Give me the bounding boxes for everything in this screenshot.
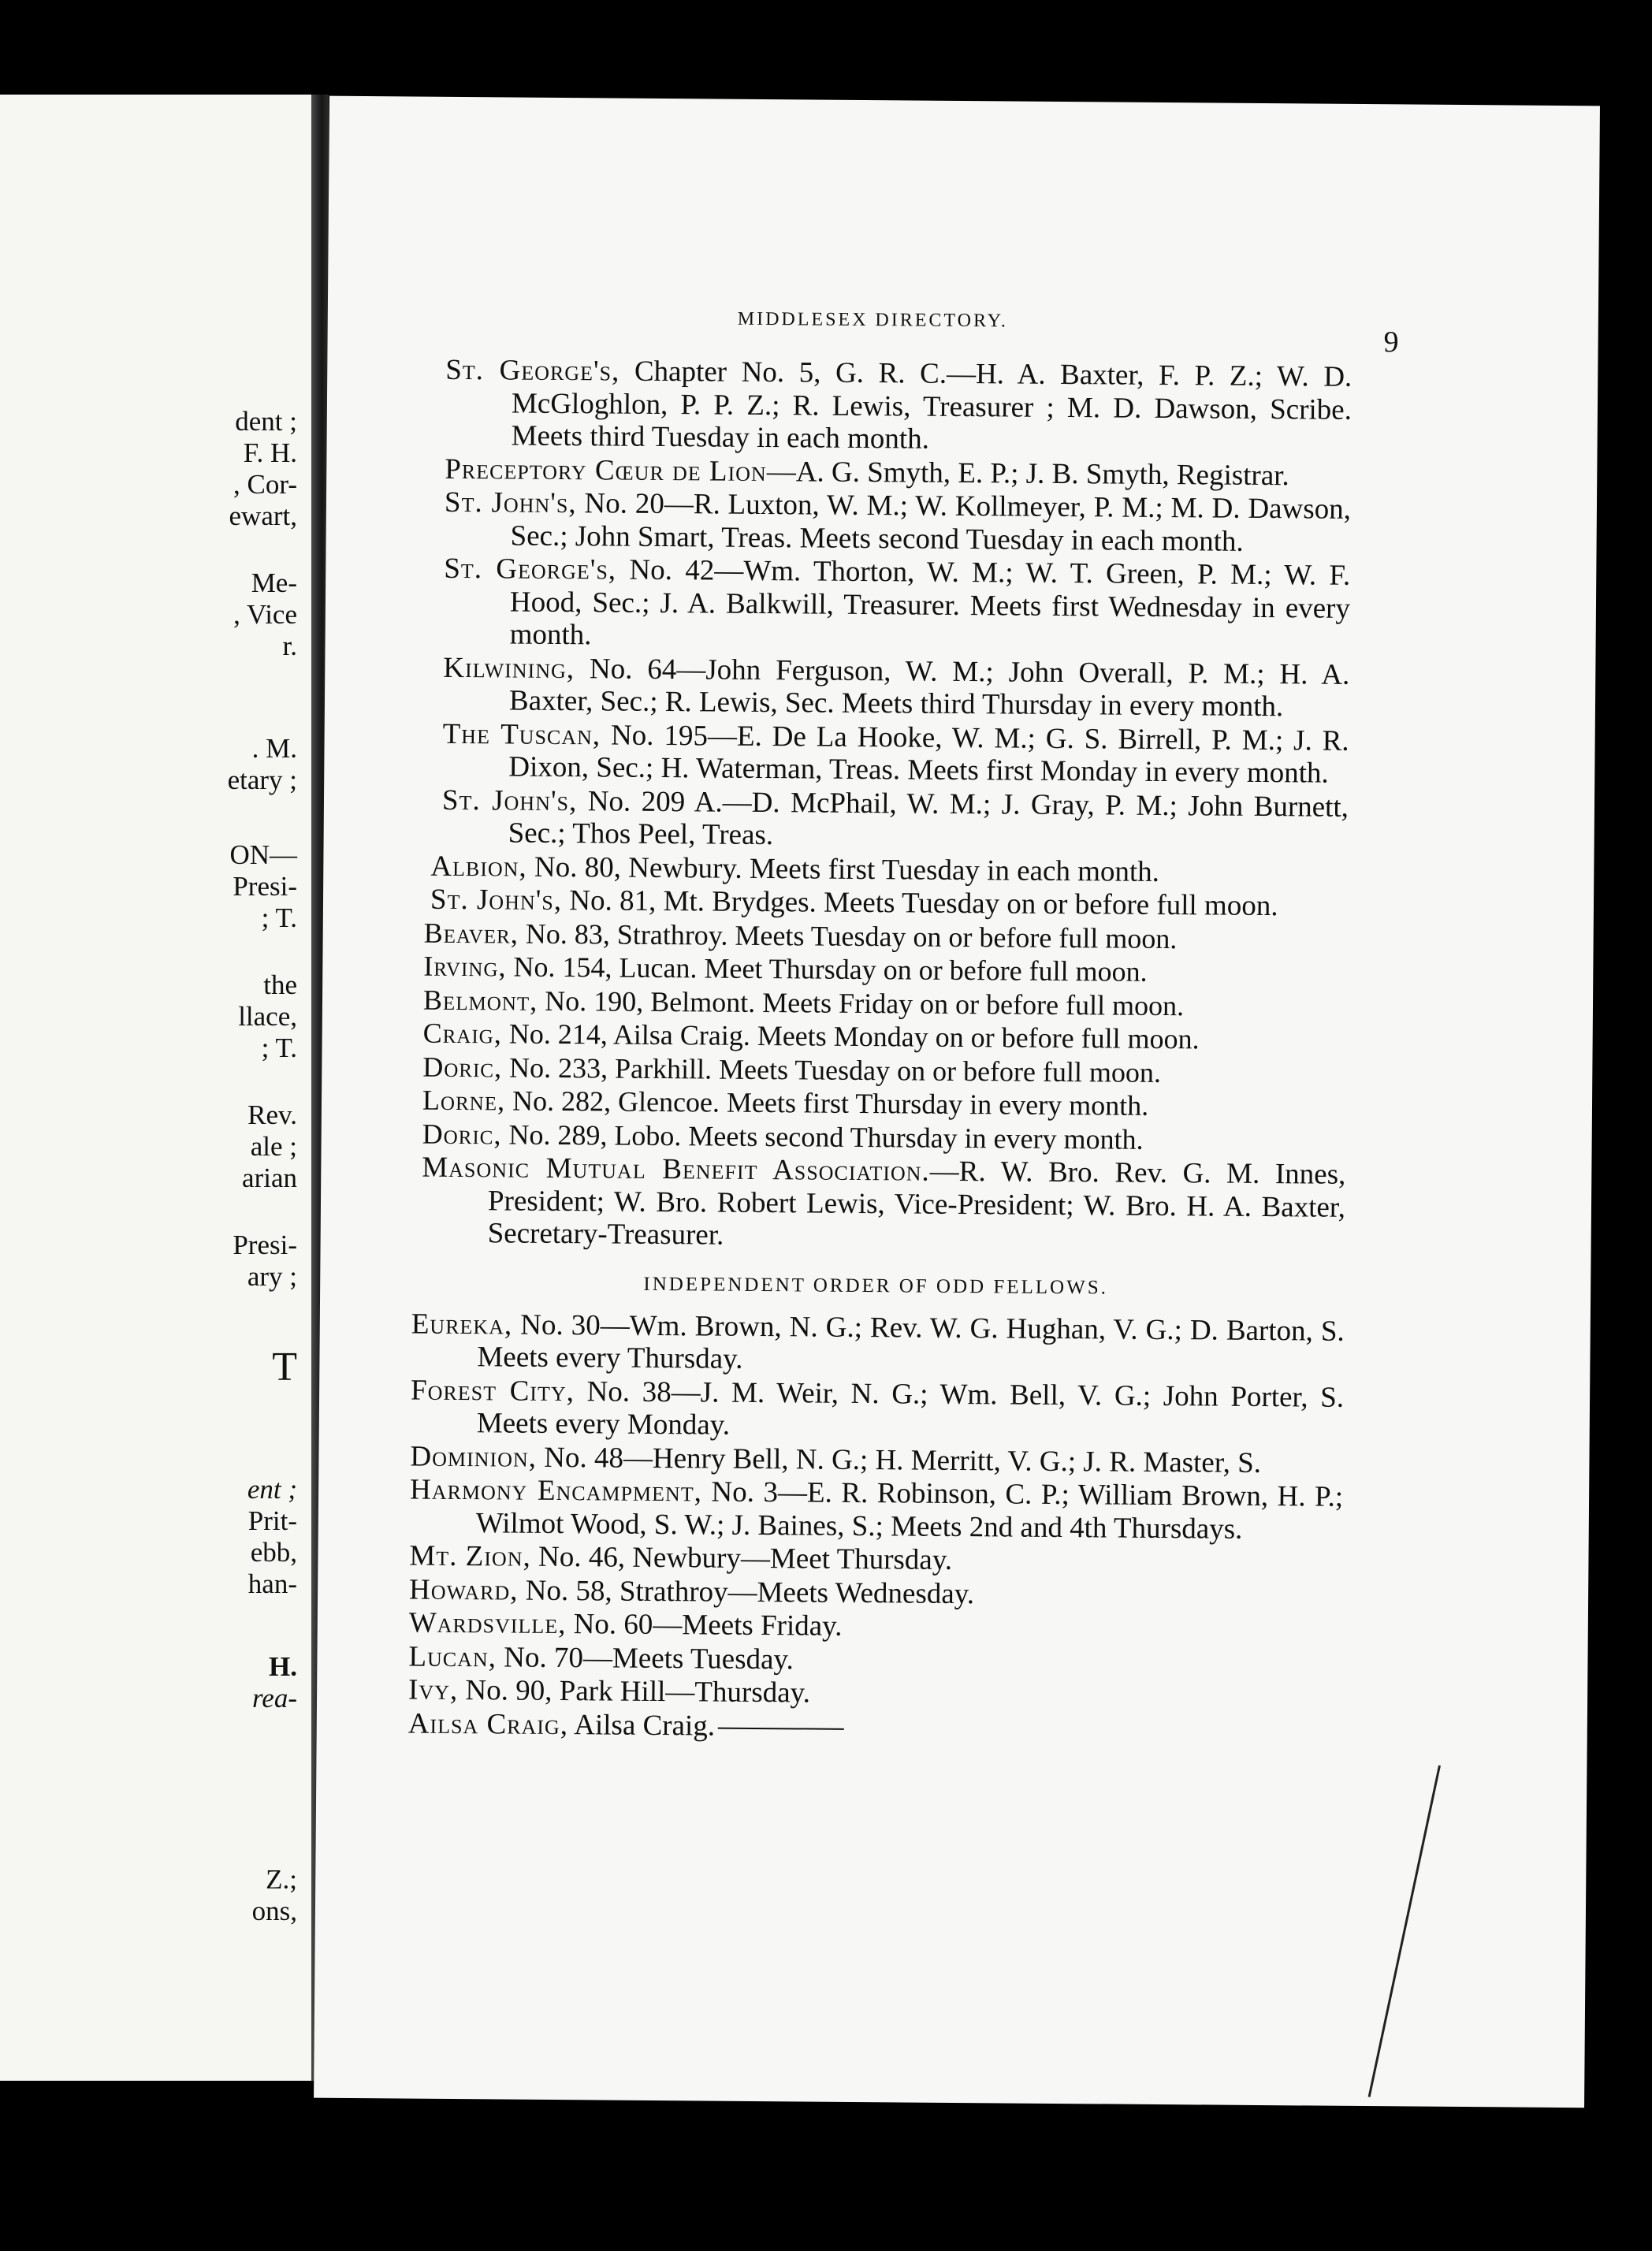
entry-text: No. 30—Wm. Brown, N. G.; Rev. W. G. Hughan, V. G.; D. Barton, S. Meets every Thursday.: [477, 1308, 1345, 1375]
left-text-fragment: T: [272, 1345, 297, 1390]
lodge-name: Ivy,: [407, 1673, 459, 1707]
left-text-fragment: . M.: [251, 733, 297, 764]
lodge-name: Harmony Encampment,: [409, 1473, 703, 1509]
entry-text: No. 214, Ailsa Craig. Meets Monday on or before full moon.: [501, 1018, 1200, 1055]
entry-text: No. 20—R. Luxton, W. M.; W. Kollmeyer, P. M.; M. D. Dawson, Sec.; John Smart, Treas. Meets second Tuesday in each month.: [510, 487, 1352, 558]
lodge-name: Craig,: [422, 1017, 502, 1050]
lodge-name: Dominion,: [410, 1440, 538, 1474]
lodge-name: Howard,: [408, 1573, 519, 1607]
lodge-name: The Tuscan,: [442, 717, 601, 751]
directory-page: [314, 96, 1600, 2108]
left-text-fragment: the: [263, 969, 297, 1000]
left-text-fragment: ary ;: [247, 1261, 297, 1292]
lodge-name: Kilwining,: [443, 651, 575, 685]
left-text-fragment: r.: [282, 631, 297, 661]
lodge-name: Doric,: [422, 1118, 502, 1150]
left-text-fragment: ale ;: [250, 1131, 297, 1162]
directory-entry: [411, 1374, 1345, 1446]
entry-text: No. 233, Parkhill. Meets Tuesday on or before full moon.: [501, 1051, 1162, 1088]
entry-text: Chapter No. 5, G. R. C.—H. A. Baxter, F. P. Z.; W. D. McGloghlon, P. P. Z.; R. Lewis, Treasurer ; M. D. Dawson, Scribe. Meets third Tuesday in each month.: [511, 355, 1352, 456]
left-text-fragment: ewart,: [229, 500, 297, 531]
left-text-fragment: H.: [269, 1651, 297, 1682]
entry-text: No. 38—J. M. Weir, N. G.; Wm. Bell, V. G.; John Porter, S. Meets every Monday.: [476, 1375, 1345, 1442]
left-text-fragment: ; T.: [261, 902, 297, 933]
entry-text: No. 48—Henry Bell, N. G.; H. Merritt, V. G.; J. R. Master, S.: [536, 1441, 1262, 1479]
running-head: MIDDLESEX DIRECTORY.: [737, 308, 1009, 332]
directory-entry: [444, 486, 1351, 559]
left-text-fragment: han-: [247, 1568, 297, 1599]
left-text-fragment: F. H.: [243, 437, 297, 468]
directory-entry: [408, 1707, 1341, 1747]
lodge-name: Masonic Mutual Benefit Association.: [422, 1151, 930, 1188]
lodge-name: Lorne,: [422, 1084, 506, 1117]
left-text-fragment: , Cor-: [233, 469, 297, 500]
lodge-name: Eureka,: [411, 1308, 513, 1341]
lodge-name: Ailsa Craig,: [407, 1707, 569, 1741]
entry-text: No. 3—E. R. Robinson, C. P.; William Brown, H. P.; Wilmot Wood, S. W.; J. Baines, S.; Meets 2nd and 4th Thursdays.: [475, 1475, 1344, 1546]
entry-text: No. 282, Glencoe. Meets first Thursday in every month.: [504, 1085, 1149, 1122]
lodge-name: St. George's,: [444, 552, 617, 586]
entry-text: No. 64—John Ferguson, W. M.; John Overall, P. M.; H. A. Baxter, Sec.; R. Lewis, Sec. Meets third Thursday in every month.: [508, 652, 1350, 724]
left-text-fragment: Rev.: [247, 1099, 297, 1130]
directory-entry: [444, 553, 1351, 658]
entry-text: No. 46, Newbury—Meet Thursday.: [530, 1540, 953, 1576]
entry-text: Ailsa Craig.: [567, 1708, 716, 1743]
left-text-fragment: ons,: [251, 1896, 297, 1926]
entry-text: No. 42—Wm. Thorton, W. M.; W. T. Green, P. M.; W. F. Hood, Sec.; J. A. Balkwill, Treasurer. Meets first Wednesday in every month.: [509, 553, 1351, 652]
left-text-fragment: arian: [242, 1163, 297, 1193]
directory-entry: [422, 1152, 1346, 1257]
left-text-fragment: etary ;: [227, 765, 297, 795]
lodge-name: St. George's,: [445, 353, 620, 388]
entry-text: No. 209 A.—D. McPhail, W. M.; J. Gray, P. M.; John Burnett, Sec.; Thos Peel, Treas.: [508, 784, 1349, 852]
left-text-fragment: ON—: [229, 839, 297, 870]
entry-text: No. 289, Lobo. Meets second Thursday in every month.: [501, 1118, 1144, 1155]
entry-text: No. 154, Lucan. Meet Thursday on or before full moon.: [506, 951, 1148, 988]
lodge-name: Belmont,: [422, 984, 538, 1017]
lodge-name: Albion,: [430, 850, 527, 884]
directory-entry: [442, 783, 1349, 856]
directory-entry: [445, 354, 1352, 460]
entry-text: No. 195—E. De La Hooke, W. M.; G. S. Birrell, P. M.; J. R. Dixon, Sec.; H. Waterman, Treas. Meets first Monday in every month.: [508, 718, 1349, 790]
entry-text: —R. W. Bro. Rev. G. M. Innes, President; W. Bro. Robert Lewis, Vice-President; W. Bro. H. A. Baxter, Secretary-Treasurer.: [487, 1155, 1346, 1252]
left-text-fragment: ent ;: [247, 1474, 297, 1505]
section-heading: INDEPENDENT ORDER OF ODD FELLOWS.: [643, 1273, 1109, 1298]
lodge-name: Irving,: [423, 950, 507, 983]
left-text-fragment: Z.;: [266, 1864, 297, 1895]
lodge-name: Doric,: [422, 1051, 503, 1083]
entry-text: No. 80, Newbury. Meets first Tuesday in each month.: [526, 850, 1160, 888]
lodge-name: Beaver,: [423, 917, 519, 950]
entries-column: [407, 353, 1352, 1748]
lodge-name: St. John's,: [430, 883, 563, 917]
directory-entry: [442, 717, 1349, 790]
entry-text: No. 60—Meets Friday.: [566, 1608, 843, 1643]
directory-entry: [411, 1308, 1345, 1380]
directory-entry: [410, 1474, 1344, 1546]
entry-text: No. 90, Park Hill—Thursday.: [458, 1674, 811, 1710]
entry-text: No. 58, Strathroy—Meets Wednesday.: [518, 1574, 975, 1610]
entry-text: No. 81, Mt. Brydges. Meets Tuesday on or before full moon.: [561, 884, 1278, 923]
lodge-name: Preceptory Cœur de Lion: [445, 452, 767, 488]
entry-text: No. 70—Meets Tuesday.: [496, 1640, 794, 1676]
left-text-fragment: dent ;: [235, 406, 297, 437]
entry-text: —A. G. Smyth, E. P.; J. B. Smyth, Registrar.: [766, 455, 1289, 492]
blank-rule: [718, 1728, 844, 1730]
lodge-name: Lucan,: [408, 1640, 497, 1673]
left-text-fragment: ; T.: [261, 1032, 297, 1063]
lodge-name: Wardsville,: [408, 1606, 567, 1641]
left-text-fragment: ebb,: [250, 1537, 297, 1568]
left-text-fragment: Presi-: [233, 871, 297, 902]
lodge-name: St. John's,: [441, 783, 578, 817]
entry-text: No. 190, Belmont. Meets Friday on or before full moon.: [538, 984, 1185, 1021]
left-text-fragment: rea-: [251, 1683, 297, 1713]
lodge-name: St. John's,: [444, 486, 577, 520]
lodge-name: Mt. Zion,: [409, 1539, 531, 1573]
directory-entry: [443, 651, 1350, 724]
left-text-fragment: Me-: [251, 567, 297, 598]
entry-text: No. 83, Strathroy. Meets Tuesday on or before full moon.: [518, 917, 1178, 954]
left-page-fragment: [0, 95, 311, 2081]
left-text-fragment: , Vice: [233, 599, 297, 630]
left-text-fragment: Presi-: [233, 1230, 297, 1260]
lodge-name: Forest City,: [410, 1374, 575, 1408]
left-text-fragment: Prit-: [247, 1505, 297, 1536]
left-text-fragment: llace,: [238, 1001, 297, 1032]
page-number: 9: [1383, 326, 1399, 359]
